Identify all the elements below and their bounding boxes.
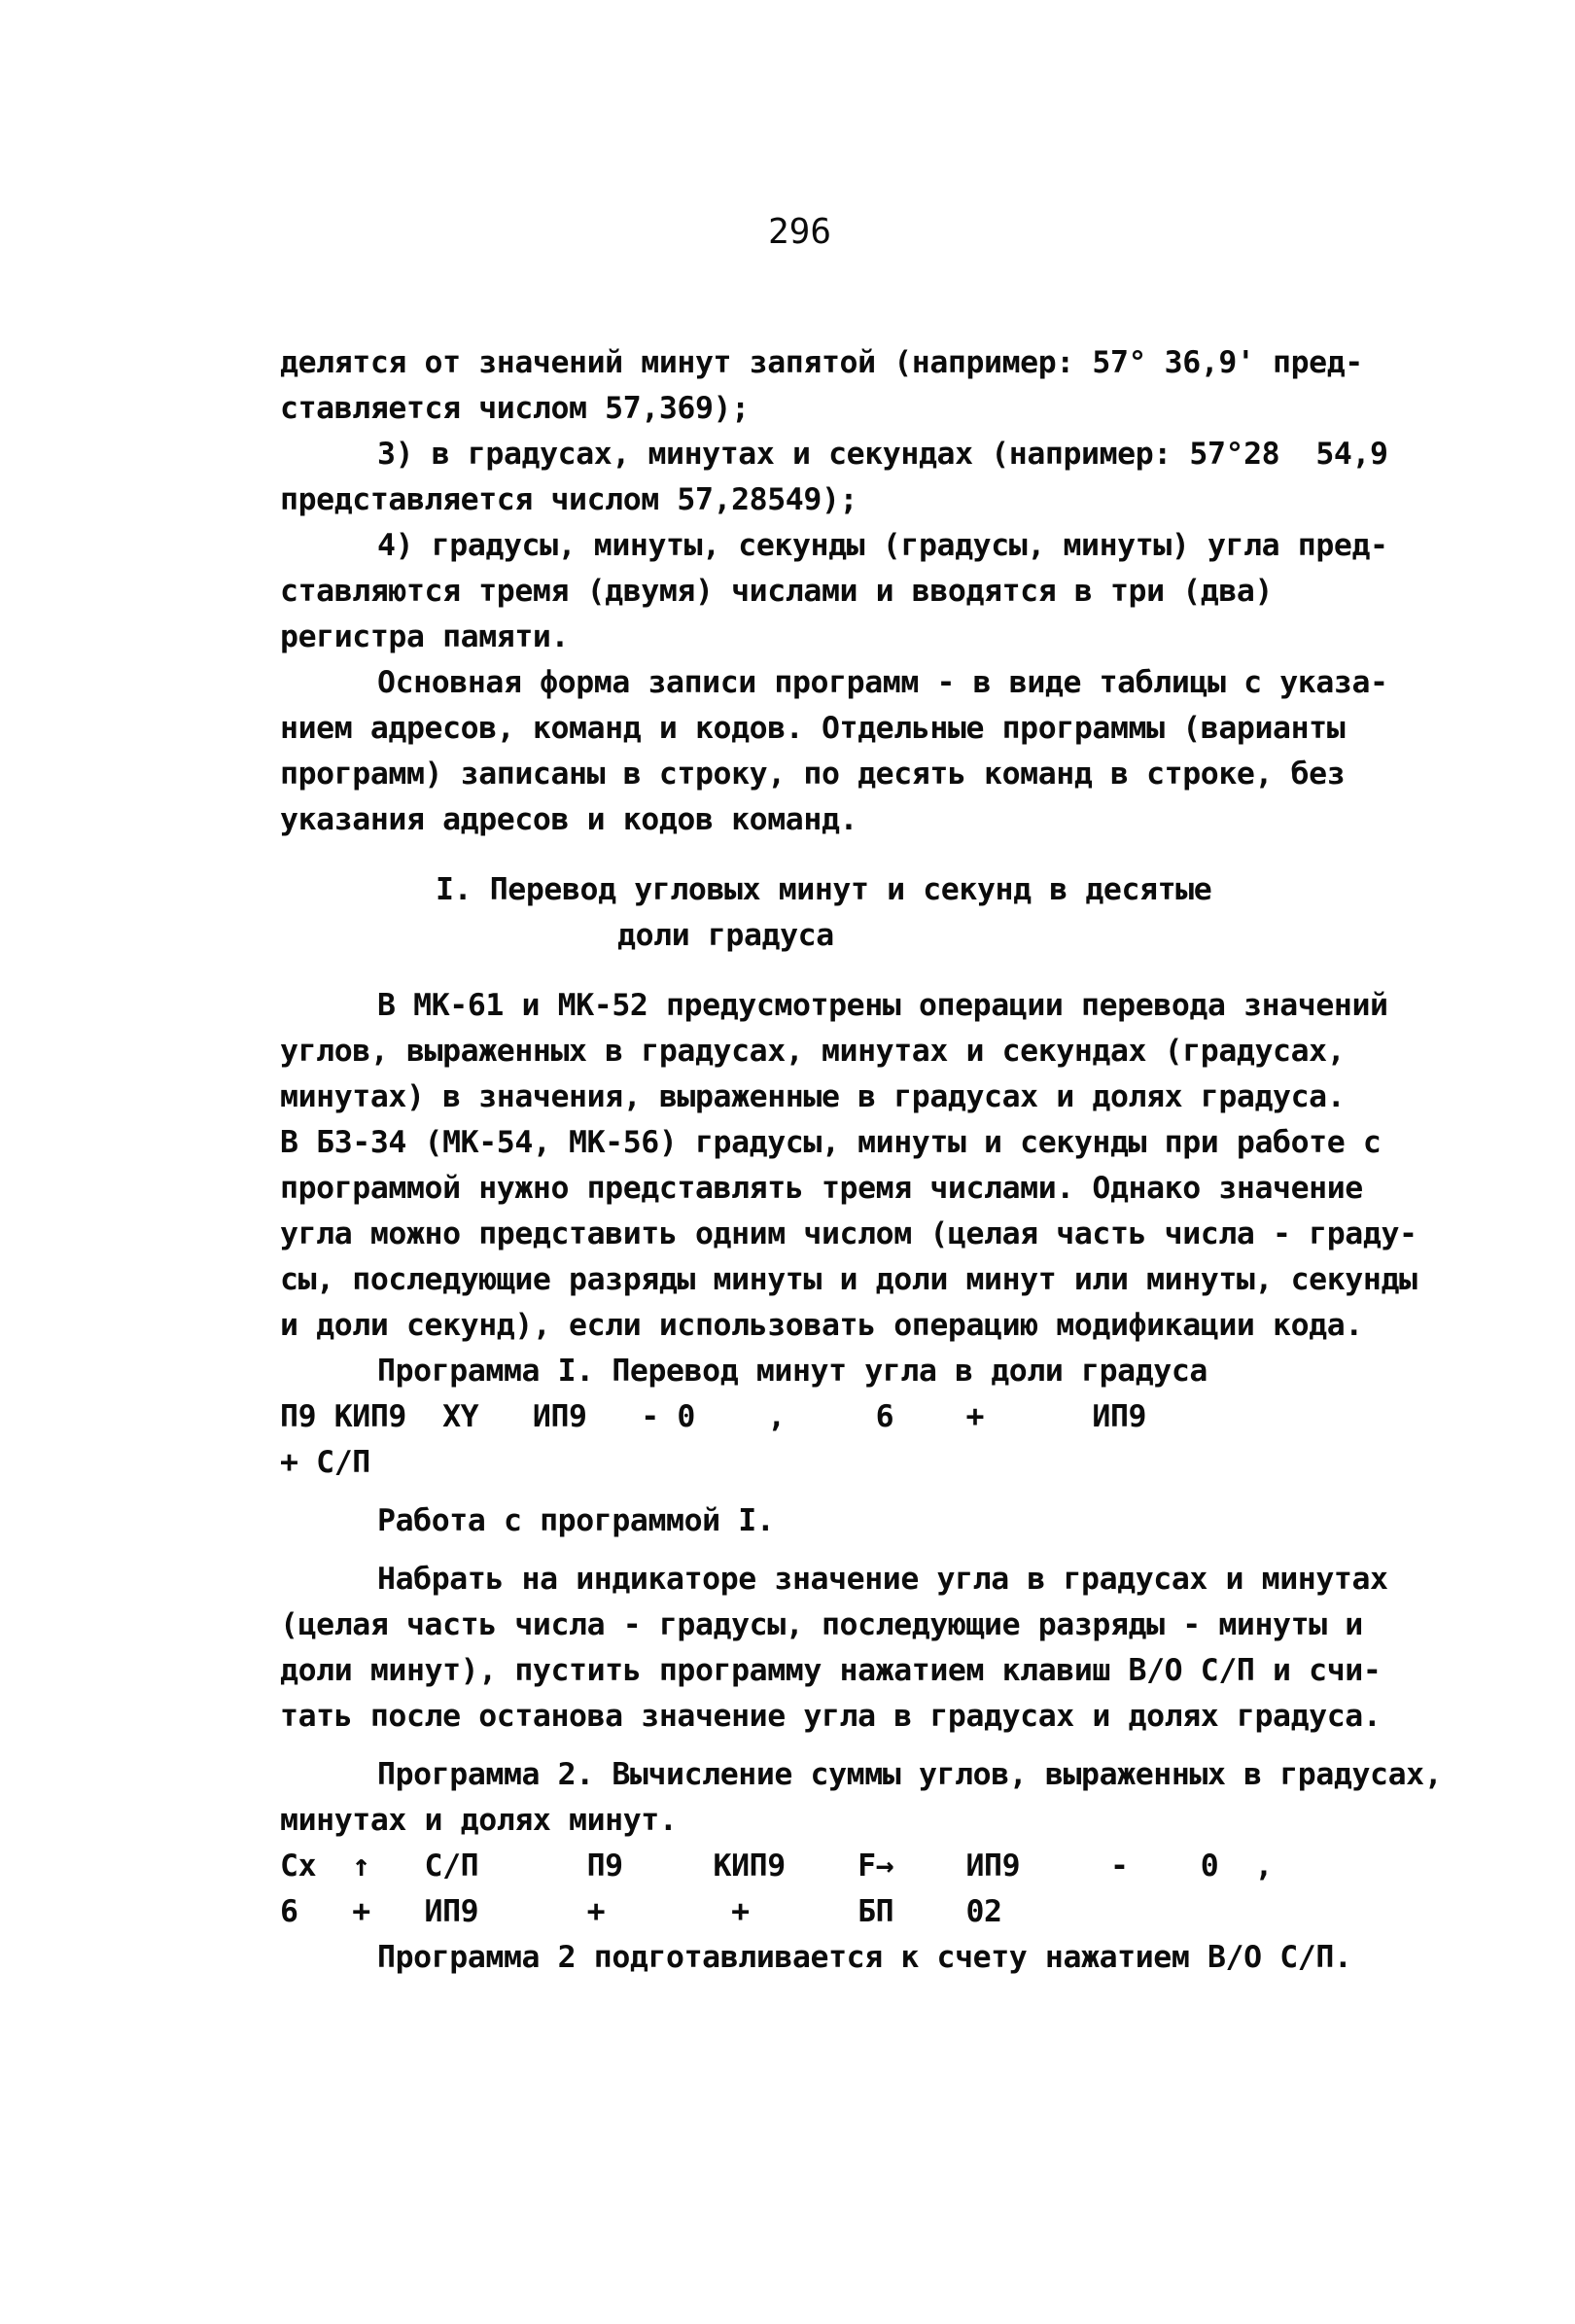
paragraph-line: и доли секунд), если использовать операцию модификации кода. — [280, 1308, 1363, 1343]
paragraph-line: указания адресов и кодов команд. — [280, 802, 858, 837]
section-heading: I. Перевод угловых минут и секунд в десятые — [436, 872, 1212, 907]
paragraph-line: тать после останова значение угла в градусах и долях градуса. — [280, 1699, 1382, 1734]
paragraph-line: Набрать на индикаторе значение угла в градусах и минутах — [377, 1562, 1388, 1597]
page-text — [280, 340, 1476, 1981]
work-title: Работа с программой I. — [377, 1503, 775, 1538]
paragraph-line: ставляется числом 57,369); — [280, 391, 750, 426]
paragraph-line: В БЗ-34 (МК-54, МК-56) градусы, минуты и секунды при работе с — [280, 1125, 1382, 1160]
paragraph-line: делятся от значений минут запятой (например: 57° 36,9' пред- — [280, 345, 1363, 380]
paragraph-line: программой нужно представлять тремя числами. Однако значение — [280, 1171, 1363, 1206]
paragraph-line: угла можно представить одним числом (целая часть числа - граду- — [280, 1216, 1418, 1251]
paragraph-line: доли минут), пустить программу нажатием клавиш В/О С/П и счи- — [280, 1653, 1382, 1688]
paragraph-line: ставляются тремя (двумя) числами и вводятся в три (два) — [280, 574, 1274, 609]
paragraph-line: нием адресов, команд и кодов. Отдельные программы (варианты — [280, 711, 1346, 746]
program-code-line: Сх ↑ С/П П9 КИП9 F→ ИП9 - 0 , — [280, 1849, 1274, 1884]
paragraph-line: сы, последующие разряды минуты и доли минут или минуты, секунды — [280, 1262, 1418, 1297]
section-heading: доли градуса — [617, 918, 834, 953]
paragraph-line: программ) записаны в строку, по десять команд в строке, без — [280, 757, 1346, 792]
paragraph-line: Основная форма записи программ - в виде таблицы с указа- — [377, 665, 1388, 700]
paragraph-line: минутах) в значения, выраженные в градусах и долях градуса. — [280, 1079, 1346, 1114]
page-number: 296 — [768, 212, 832, 252]
paragraph-line: В МК-61 и МК-52 предусмотрены операции перевода значений — [377, 988, 1388, 1023]
program-note: Программа 2 подготавливается к счету нажатием В/О С/П. — [377, 1940, 1352, 1975]
paragraph-line: 4) градусы, минуты, секунды (градусы, минуты) угла пред- — [377, 528, 1388, 563]
paragraph-line: (целая часть числа - градусы, последующие разряды - минуты и — [280, 1607, 1363, 1642]
paragraph-line: регистра памяти. — [280, 619, 570, 654]
program-title: минутах и долях минут. — [280, 1803, 678, 1838]
program-title: Программа I. Перевод минут угла в доли градуса — [377, 1354, 1208, 1389]
program-title: Программа 2. Вычисление суммы углов, выраженных в градусах, — [377, 1757, 1443, 1792]
program-code-line: П9 КИП9 XY ИП9 - 0 , 6 + ИП9 — [280, 1399, 1147, 1434]
paragraph-line: 3) в градусах, минутах и секундах (например: 57°28 54,9 — [377, 437, 1388, 472]
paragraph-line: углов, выраженных в градусах, минутах и секундах (градусах, — [280, 1034, 1346, 1069]
paragraph-line: представляется числом 57,28549); — [280, 482, 858, 517]
program-code-line: 6 + ИП9 + + БП 02 — [280, 1894, 1002, 1929]
program-code-line: + С/П — [280, 1445, 370, 1480]
